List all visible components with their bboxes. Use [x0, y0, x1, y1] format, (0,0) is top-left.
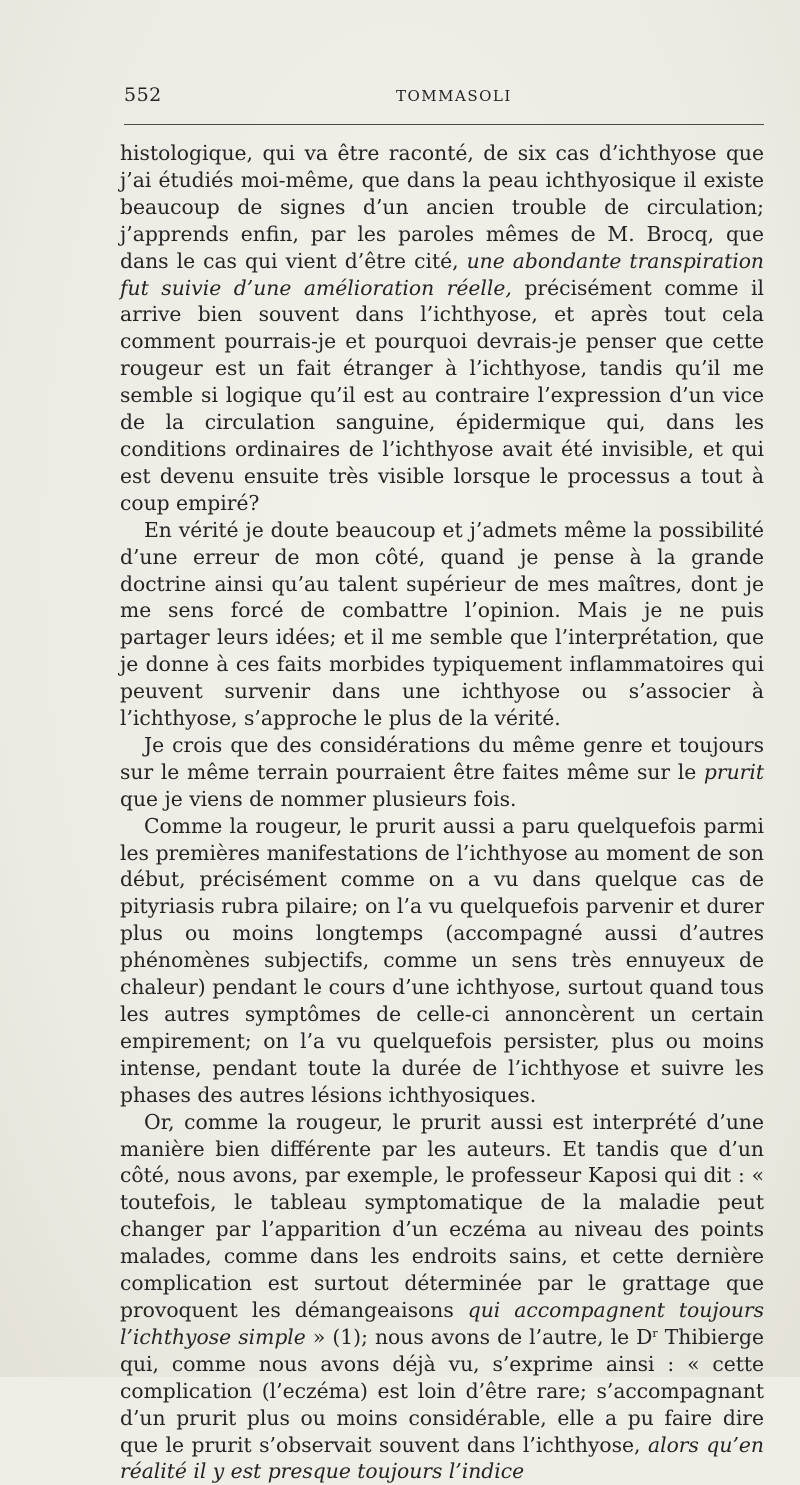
italic-run: une abondante transpiration fut suivie d’une amélioration réelle,	[120, 248, 764, 300]
paragraph-5	[120, 1109, 764, 1485]
page-header	[124, 84, 764, 114]
paragraph-2	[120, 517, 764, 732]
text-run: histologique, qui va être raconté, de six cas d’ichthyose que j’ai étudiés moi-même, que dans la peau ichthyosique il existe beaucoup de signes d’un ancien trouble de circulation; j’apprends enfin, par les paroles mêmes de M. Brocq, que dans le cas qui vient d’être cité,	[120, 141, 764, 273]
text-run: Thibierge qui, comme nous avons déjà vu, s’exprime ainsi : « cette complication (l’eczéma) est loin d’être rare; s’accompagnant d’un prurit plus ou moins considérable, elle a pu faire dire que le prurit s’observait souvent dans l’ichthyose,	[120, 1324, 764, 1457]
italic-run: qui accompagnent toujours l’ichthyose simple	[120, 1297, 764, 1349]
text-run: Comme la rougeur, le prurit aussi a paru quelquefois parmi les premières manifestations de l’ichthyose au moment de son début, précisément comme on a vu dans quelque cas de pityriasis rubra pilaire; on l’a vu quelquefois parvenir et durer plus ou moins longtemps (accompagné aussi d’autres phénomènes subjectifs, comme un sens très ennuyeux de chaleur) pendant le cours d’une ichthyose, surtout quand tous les autres symptômes de celle-ci annoncèrent un certain empirement; on l’a vu quelquefois persister, plus ou moins intense, pendant toute la durée de l’ichthyose et suivre les phases des autres lésions ichthyosiques.	[120, 813, 764, 1107]
paragraph-4	[120, 813, 764, 1109]
text-run: » (1); nous avons de l’autre, le D	[305, 1324, 653, 1349]
page-number: 552	[124, 84, 162, 106]
text-run: précisément comme il arrive bien souvent dans l’ichthyose, et après tout cela comment pourrais-je et pourquoi devrais-je penser que cette rougeur est un fait étranger à l’ichthyose, tandis qu’il me semble si logique qu’il est au contraire l’expression d’un vice de la circulation sanguine, épidermique qui, dans les conditions ordinaires de l’ichthyose avait été invisible, et qui est devenu ensuite très visible lorsque le processus a tout à coup empiré?	[120, 275, 765, 515]
italic-run: alors qu’en réalité il y est presque toujours l’indice	[120, 1432, 764, 1484]
text-run: Je crois que des considérations du même genre et toujours sur le même terrain pourraient être faites même sur le	[120, 732, 764, 784]
superscript: r	[652, 1326, 658, 1340]
italic-run: prurit	[703, 759, 764, 784]
header-rule	[124, 124, 764, 125]
text-run: que je viens de nommer plusieurs fois.	[120, 786, 517, 811]
text-run: En vérité je doute beaucoup et j’admets même la possibilité d’une erreur de mon côté, quand je pense à la grande doctrine ainsi qu’au talent supérieur de mes maîtres, dont je me sens forcé de combattre l’opinion. Mais je ne puis partager leurs idées; et il me semble que l’interprétation, que je donne à ces faits morbides typiquement inflammatoires qui peuvent survenir dans une ichthyose ou s’associer à l’ichthyose, s’approche le plus de la vérité.	[120, 517, 764, 731]
paragraph-3	[120, 732, 764, 813]
paragraph-1	[120, 140, 764, 517]
body-text	[120, 140, 764, 1485]
text-run: Or, comme la rougeur, le prurit aussi est interprété d’une manière bien différente par les auteurs. Et tandis que d’un côté, nous avons, par exemple, le professeur Kaposi qui dit : « toutefois, le tableau symptomatique de la maladie peut changer par l’apparition d’un eczéma au niveau des points malades, comme dans les endroits sains, et cette dernière complication est surtout déterminée par le grattage que provoquent les démangeaisons	[120, 1109, 764, 1322]
running-head: TOMMASOLI	[396, 87, 512, 105]
